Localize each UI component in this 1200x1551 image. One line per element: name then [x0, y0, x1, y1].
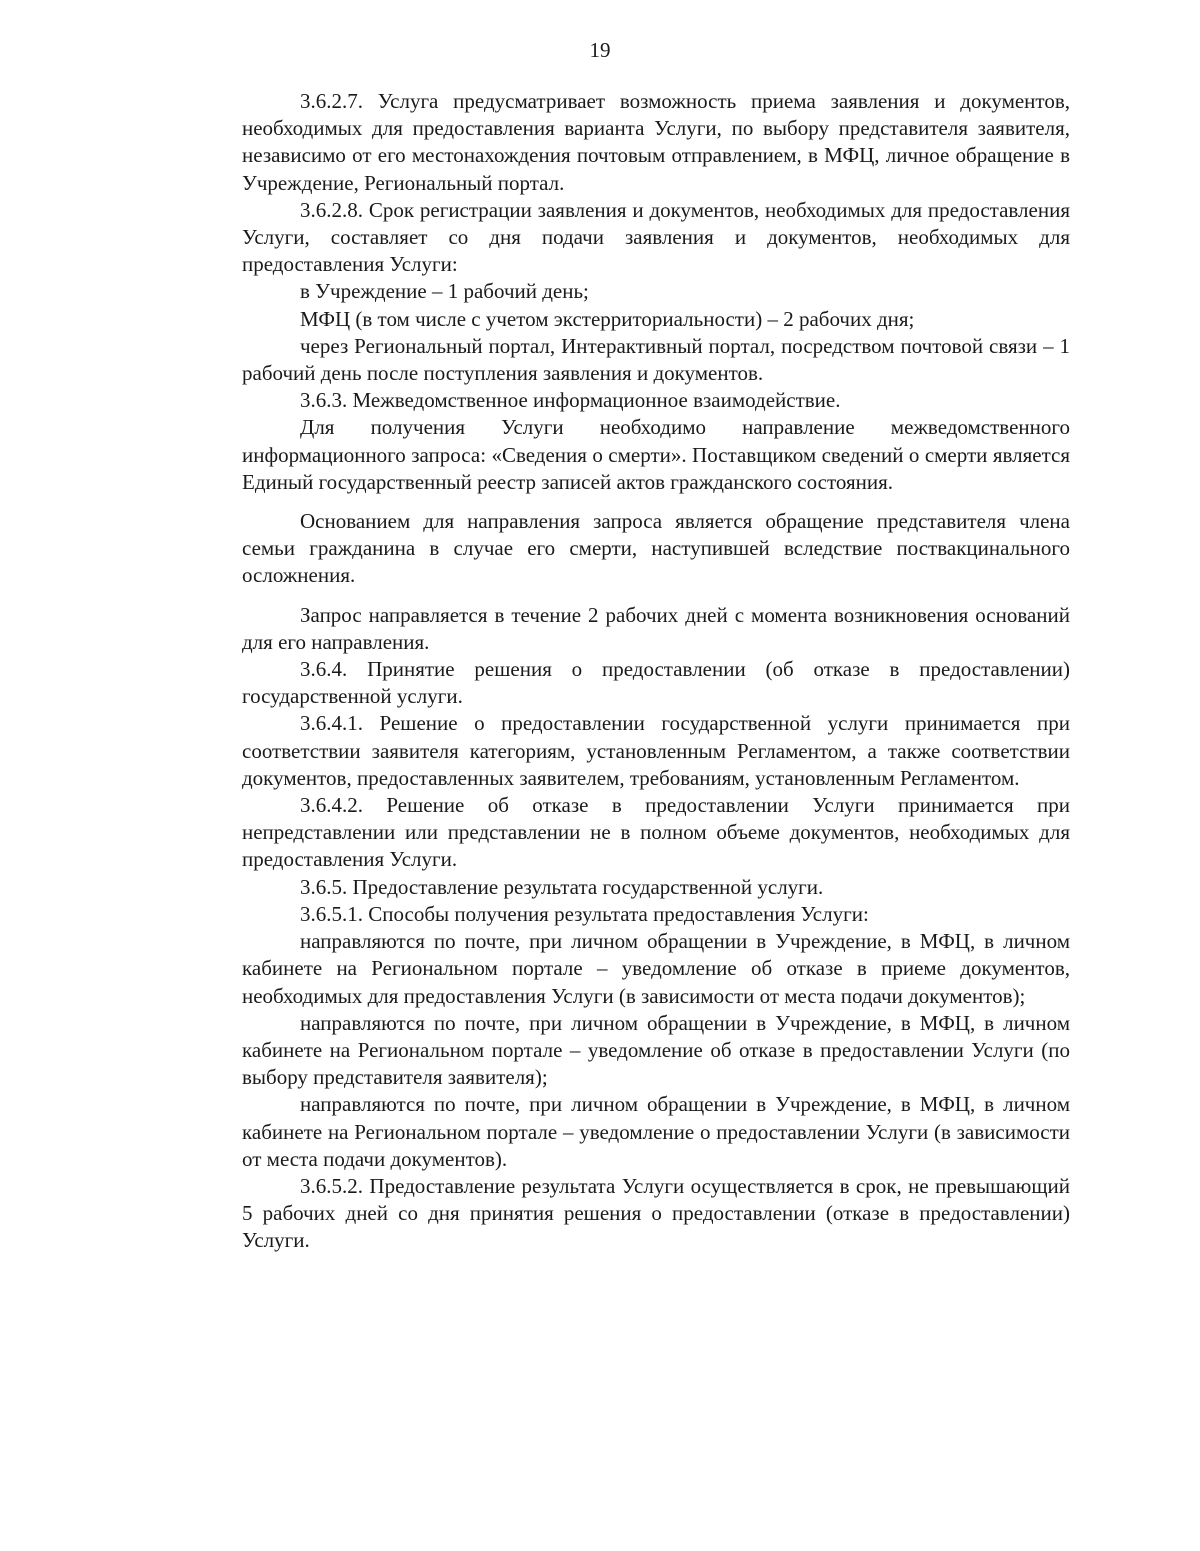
- paragraph-request-deadline: Запрос направляется в течение 2 рабочих дней с момента возникновения оснований для его направления.: [242, 602, 1070, 654]
- page-number: 19: [589, 38, 611, 62]
- paragraph-3-6-4-1: 3.6.4.1. Решение о предоставлении государственной услуги принимается при соответствии заявителя категориям, установленным Регламентом, а также соответствии документов, предоставленных заявителем, требованиям, установленным Регламентом.: [242, 711, 1070, 790]
- paragraph-result-provision: направляются по почте, при личном обращении в Учреждение, в МФЦ, в личном кабинете на Региональном портале – уведомление о предоставлении Услуги (в зависимости от места подачи документов).: [242, 1092, 1070, 1171]
- paragraph-3-6-2-8: 3.6.2.8. Срок регистрации заявления и документов, необходимых для предоставления Услуги, составляет со дня подачи заявления и документов, необходимых для предоставления Услуги:: [242, 197, 1070, 277]
- document-body: [242, 88, 1070, 1255]
- paragraph-3-6-3: 3.6.3. Межведомственное информационное взаимодействие.: [300, 388, 841, 413]
- paragraph-registration-mfc: МФЦ (в том числе с учетом экстерриториальности) – 2 рабочих дня;: [300, 306, 915, 331]
- paragraph-registration-portal: через Региональный портал, Интерактивный портал, посредством почтовой связи – 1 рабочий день после поступления заявления и документов.: [242, 333, 1070, 386]
- paragraph-3-6-4-2: 3.6.4.2. Решение об отказе в предоставлении Услуги принимается при непредставлении или представлении не в полном объеме документов, необходимых для предоставления Услуги.: [242, 793, 1070, 872]
- paragraph-3-6-5-1: 3.6.5.1. Способы получения результата предоставления Услуги:: [300, 901, 869, 926]
- paragraph-registration-institution: в Учреждение – 1 рабочий день;: [300, 279, 589, 304]
- paragraph-interagency-request: Для получения Услуги необходимо направление межведомственного информационного запроса: «Сведения о смерти». Поставщиком сведений о смерти является Единый государственный реестр записей актов гражданского состояния.: [242, 415, 1070, 494]
- paragraph-3-6-5: 3.6.5. Предоставление результата государственной услуги.: [300, 874, 824, 899]
- paragraph-result-refusal-acceptance: направляются по почте, при личном обращении в Учреждение, в МФЦ, в личном кабинете на Региональном портале – уведомление об отказе в приеме документов, необходимых для предоставления Услуги (в зависимости от места подачи документов);: [242, 929, 1070, 1008]
- paragraph-3-6-4: 3.6.4. Принятие решения о предоставлении (об отказе в предоставлении) государственной услуги.: [242, 657, 1070, 709]
- paragraph-3-6-2-7: 3.6.2.7. Услуга предусматривает возможность приема заявления и документов, необходимых для предоставления варианта Услуги, по выбору представителя заявителя, независимо от его местонахождения почтовым отправлением, в МФЦ, личное обращение в Учреждение, Региональный портал.: [242, 89, 1070, 195]
- paragraph-result-refusal-provision: направляются по почте, при личном обращении в Учреждение, в МФЦ, в личном кабинете на Региональном портале – уведомление об отказе в предоставлении Услуги (по выбору представителя заявителя);: [242, 1010, 1070, 1090]
- paragraph-3-6-5-2: 3.6.5.2. Предоставление результата Услуги осуществляется в срок, не превышающий 5 рабочих дней со дня принятия решения о предоставлении (отказе в предоставлении) Услуги.: [242, 1173, 1070, 1253]
- paragraph-request-basis: Основанием для направления запроса является обращение представителя члена семьи гражданина в случае его смерти, наступившей вследствие поствакцинального осложнения.: [242, 509, 1070, 588]
